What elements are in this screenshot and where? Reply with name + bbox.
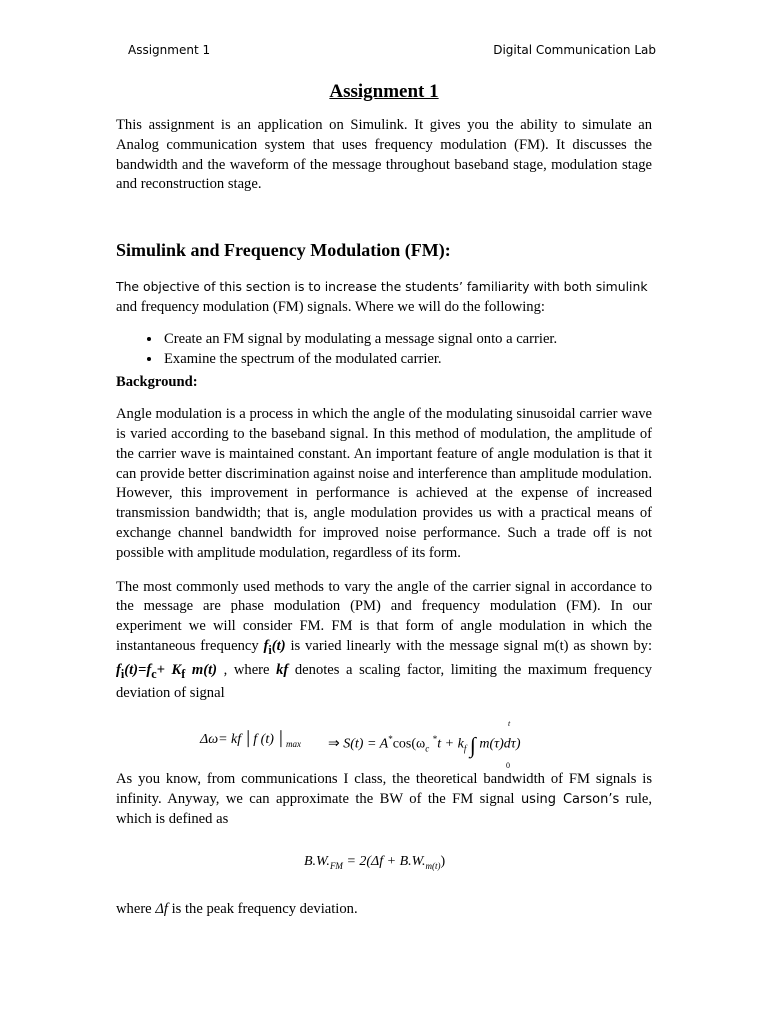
equation-deviation (200, 730, 301, 755)
formula-c: c (151, 666, 157, 681)
formula-f: f (116, 661, 121, 678)
page-title: Assignment 1 (329, 81, 439, 102)
eq2-close: ) (440, 853, 446, 869)
eq2-mt: m(t) (425, 860, 441, 871)
list-item: • Create an FM signal by modulating a message signal onto a carrier. (162, 330, 652, 350)
header-left: Assignment 1 (128, 43, 211, 57)
where-line (116, 900, 652, 920)
document-body (116, 80, 652, 919)
eq1-rd: t + k (437, 736, 464, 752)
background-paragraph: Angle modulation is a process in which the angle of the modulating sinusoidal carrier wave is varied according to the baseband signal. In this method of modulation, the amplitude of the carrier wave is maintained constant. An important feature of angle modulation is that it can provide better discrimination against noise and interference than amplitude modulation. However, this improvement in performance is achieved at the expense of increased transmission bandwidth; that is, angle modulation provides us with a practical means of exchange channel bandwidth for improved noise performance. Such a trade off is not possible with amplitude modulation, regardless of its form. (116, 406, 652, 561)
eq1-max: max (286, 738, 301, 749)
list-item: • Examine the spectrum of the modulated carrier. (162, 350, 652, 370)
eq1-rc: c (425, 743, 430, 754)
integral-upper-limit: t (508, 719, 511, 729)
formula-rest: + K (156, 661, 182, 678)
carson-paragraph (116, 770, 652, 829)
background-heading: Background: (116, 374, 198, 391)
objectives-list (116, 330, 652, 370)
eq1-star: * (388, 734, 393, 745)
carson-text-a: As you know, from communications I class, the theoretical bandwidth of FM signals is infinity. Anyway, we can approximate the BW of the FM signal (116, 771, 652, 807)
formula-m: m(t) (185, 661, 218, 678)
integral-icon: ∫ (469, 732, 476, 758)
where-symbol: Δf (155, 900, 168, 917)
eq1-rb: cos(ω (392, 736, 426, 752)
equation-signal (328, 730, 520, 759)
carson-using: using Carson’s (520, 791, 620, 807)
carson-text-b: rule, which is defined as (116, 790, 653, 827)
section-heading: Simulink and Frequency Modulation (FM): (116, 240, 451, 261)
equation-fm (116, 714, 652, 770)
formula-i: i (120, 666, 125, 681)
methods-text-c: , where (217, 661, 270, 678)
methods-text-a: The most commonly used methods to vary the angle of the carrier signal in accordance to the message are phase modulation (PM) and frequency modulation (FM). In our experiment we will consider FM. FM is that form of angle modulation in which the instantaneous frequency (116, 578, 652, 654)
formula-f2: f (181, 666, 186, 681)
methods-text-d: denotes a scaling factor, limiting the maximum frequency deviation of signal (116, 661, 653, 702)
eq1-rf: f (463, 743, 467, 754)
integral-lower-limit: 0 (506, 761, 510, 771)
eq2-bw: B.W. (304, 853, 330, 869)
eq1-star2: * (432, 734, 438, 745)
objective-text-sans: The objective of this section is to increase the students’ familiarity with both simulink (116, 279, 648, 295)
eq2-fm: FM (329, 860, 343, 871)
objective-paragraph (116, 277, 652, 318)
fi-symbol: f (263, 637, 269, 654)
methods-text-b: is varied linearly with the message signal m(t) as shown by: (290, 637, 652, 654)
where-a: where (116, 900, 152, 917)
eq2-eq: = 2(Δf + B.W. (342, 853, 426, 869)
intro-paragraph: This assignment is an application on Simulink. It gives you the ability to simulate an Analog communication system that uses frequency modulation (FM). It discusses the bandwidth and the waveform of the message throughout baseband stage, modulation stage and reconstruction stage. (116, 117, 652, 193)
formula-t: (t)=f (124, 661, 152, 678)
header-right: Digital Communication Lab (493, 43, 656, 57)
fi-arg: (t) (271, 637, 286, 654)
kf-symbol: kf (276, 661, 289, 678)
equation-carson (116, 842, 652, 900)
methods-paragraph (116, 578, 652, 705)
implies-icon: ⇒ (328, 736, 340, 752)
eq1-ra: S(t) = A (343, 736, 389, 752)
where-b: is the peak frequency deviation. (171, 900, 358, 917)
fi-subscript: i (268, 642, 272, 657)
objective-text-serif: and frequency modulation (FM) signals. Where we will do the following: (116, 298, 545, 315)
eq1-re: m(τ)dτ) (479, 736, 521, 752)
eq1-left: Δω= kf │f (t) │ (200, 732, 286, 748)
